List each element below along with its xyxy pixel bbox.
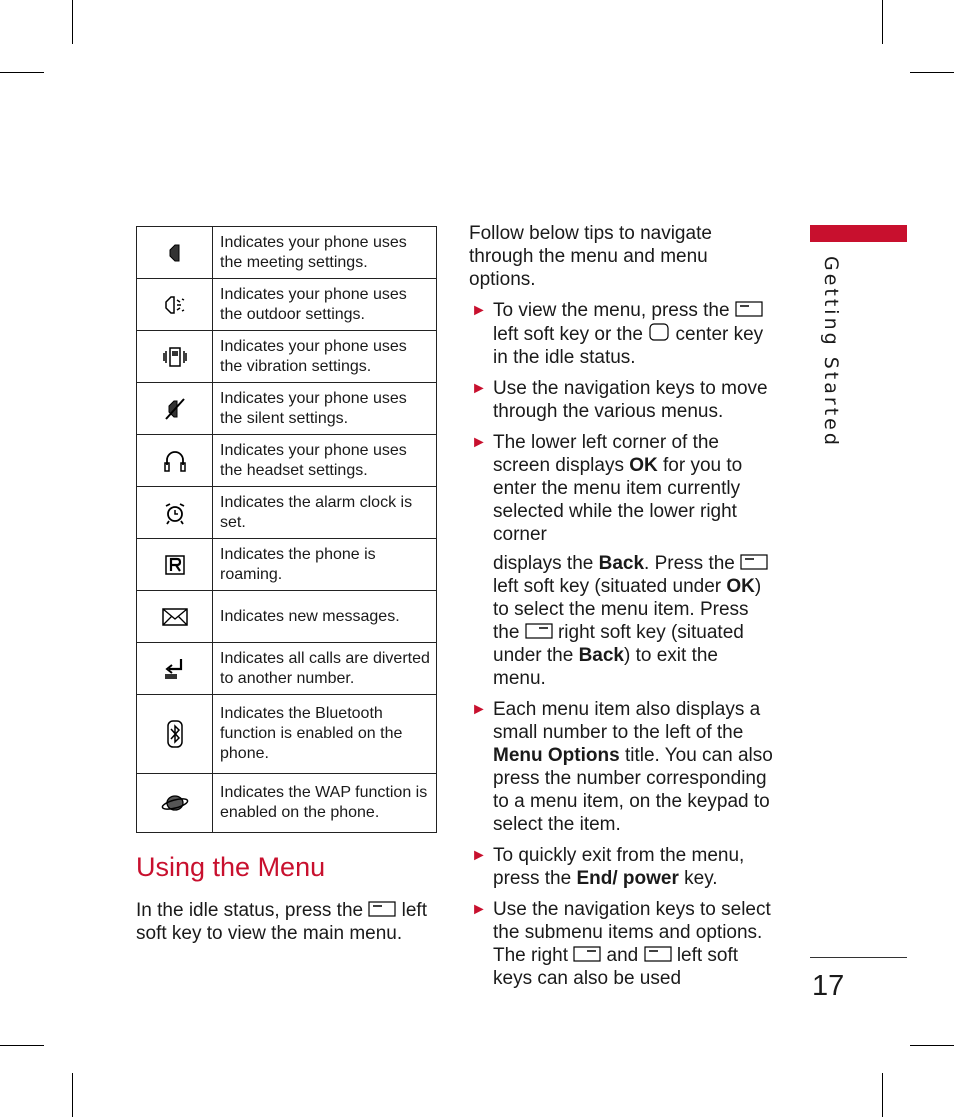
icon-description: Indicates your phone uses the headset settings. <box>213 435 437 487</box>
icon-description: Indicates your phone uses the vibration settings. <box>213 331 437 383</box>
table-row <box>137 331 437 383</box>
page-number: 17 <box>812 970 845 1002</box>
crop-mark <box>0 72 44 73</box>
table-row <box>137 774 437 833</box>
icon-cell <box>137 487 213 539</box>
icon-cell <box>137 435 213 487</box>
table-row <box>137 279 437 331</box>
list-item: ► Use the navigation keys to select the submenu items and options. The right and left soft keys can also be used <box>471 899 771 989</box>
icon-cell <box>137 774 213 833</box>
icon-cell <box>137 539 213 591</box>
meeting-profile-icon <box>161 239 189 267</box>
roaming-icon <box>161 551 189 579</box>
icon-cell <box>137 331 213 383</box>
bullet-arrow-icon: ► <box>471 701 487 718</box>
table-row <box>137 227 437 279</box>
icon-cell <box>137 643 213 695</box>
table-row <box>137 643 437 695</box>
bullet-arrow-icon: ► <box>471 847 487 864</box>
icon-cell <box>137 227 213 279</box>
list-item: ► Use the navigation keys to move through the various menus. <box>471 378 768 422</box>
alarm-clock-icon <box>161 499 189 527</box>
icon-description: Indicates the phone is roaming. <box>213 539 437 591</box>
bullet-arrow-icon: ► <box>471 434 487 451</box>
left-soft-key-icon <box>644 945 672 963</box>
bullet-arrow-icon: ► <box>471 302 487 319</box>
navigation-tips <box>469 222 774 998</box>
left-soft-key-icon <box>740 553 768 571</box>
icon-description: Indicates all calls are diverted to another number. <box>213 643 437 695</box>
section-heading: Using the Menu <box>136 852 326 882</box>
tips-list <box>469 299 774 990</box>
tips-lead: Follow below tips to navigate through the menu and menu options. <box>469 223 712 290</box>
list-item: ► To quickly exit from the menu, press the End/ power key. <box>471 845 745 889</box>
icon-description: Indicates your phone uses the meeting settings. <box>213 227 437 279</box>
right-soft-key-icon <box>573 945 601 963</box>
icon-description: Indicates your phone uses the silent settings. <box>213 383 437 435</box>
crop-mark <box>910 72 954 73</box>
center-key-icon <box>648 322 670 342</box>
list-item: ► To view the menu, press the left soft key or the center key in the idle status. <box>471 300 764 368</box>
envelope-icon <box>160 603 190 631</box>
page-number-rule <box>810 957 907 958</box>
crop-mark <box>72 1073 73 1117</box>
left-soft-key-icon <box>735 300 763 318</box>
table-row <box>137 435 437 487</box>
icon-cell <box>137 591 213 643</box>
bluetooth-icon <box>161 718 189 750</box>
outdoor-profile-icon <box>161 291 189 319</box>
table-row <box>137 695 437 774</box>
wap-globe-icon <box>160 789 190 817</box>
icon-description: Indicates the Bluetooth function is enabled on the phone. <box>213 695 437 774</box>
silent-profile-icon <box>161 395 189 423</box>
bullet-arrow-icon: ► <box>471 380 487 397</box>
table-row <box>137 591 437 643</box>
chapter-label: Getting Started <box>820 256 842 448</box>
bullet-arrow-icon: ► <box>471 901 487 918</box>
left-soft-key-icon <box>368 900 396 918</box>
icon-cell <box>137 695 213 774</box>
icon-description: Indicates new messages. <box>213 591 437 643</box>
status-icons-table <box>136 226 437 833</box>
section-intro: In the idle status, press the left soft key to view the main menu. <box>136 900 427 944</box>
list-item: ► Each menu item also displays a small number to the left of the Menu Options title. You can also press the number corresponding to a menu item, on the keypad to select the item. <box>471 699 773 835</box>
chapter-tab-bar <box>810 225 907 242</box>
crop-mark <box>882 0 883 44</box>
crop-mark <box>882 1073 883 1117</box>
crop-mark <box>0 1045 44 1046</box>
icon-description: Indicates your phone uses the outdoor settings. <box>213 279 437 331</box>
table-row <box>137 487 437 539</box>
table-row <box>137 539 437 591</box>
crop-mark <box>72 0 73 44</box>
table-row <box>137 383 437 435</box>
icon-cell <box>137 279 213 331</box>
call-divert-icon <box>161 655 189 683</box>
icon-description: Indicates the WAP function is enabled on the phone. <box>213 774 437 833</box>
headset-icon <box>161 447 189 475</box>
list-item: ► The lower left corner of the screen displays OK for you to enter the menu item currently selected while the lower right corner displays the Back. Press the left soft key (situated under OK) to select the menu item. Press the right soft key (situated under the Back) to exit the menu. <box>469 431 774 690</box>
icon-cell <box>137 383 213 435</box>
vibration-profile-icon <box>161 343 189 371</box>
crop-mark <box>910 1045 954 1046</box>
icon-description: Indicates the alarm clock is set. <box>213 487 437 539</box>
right-soft-key-icon <box>525 622 553 640</box>
